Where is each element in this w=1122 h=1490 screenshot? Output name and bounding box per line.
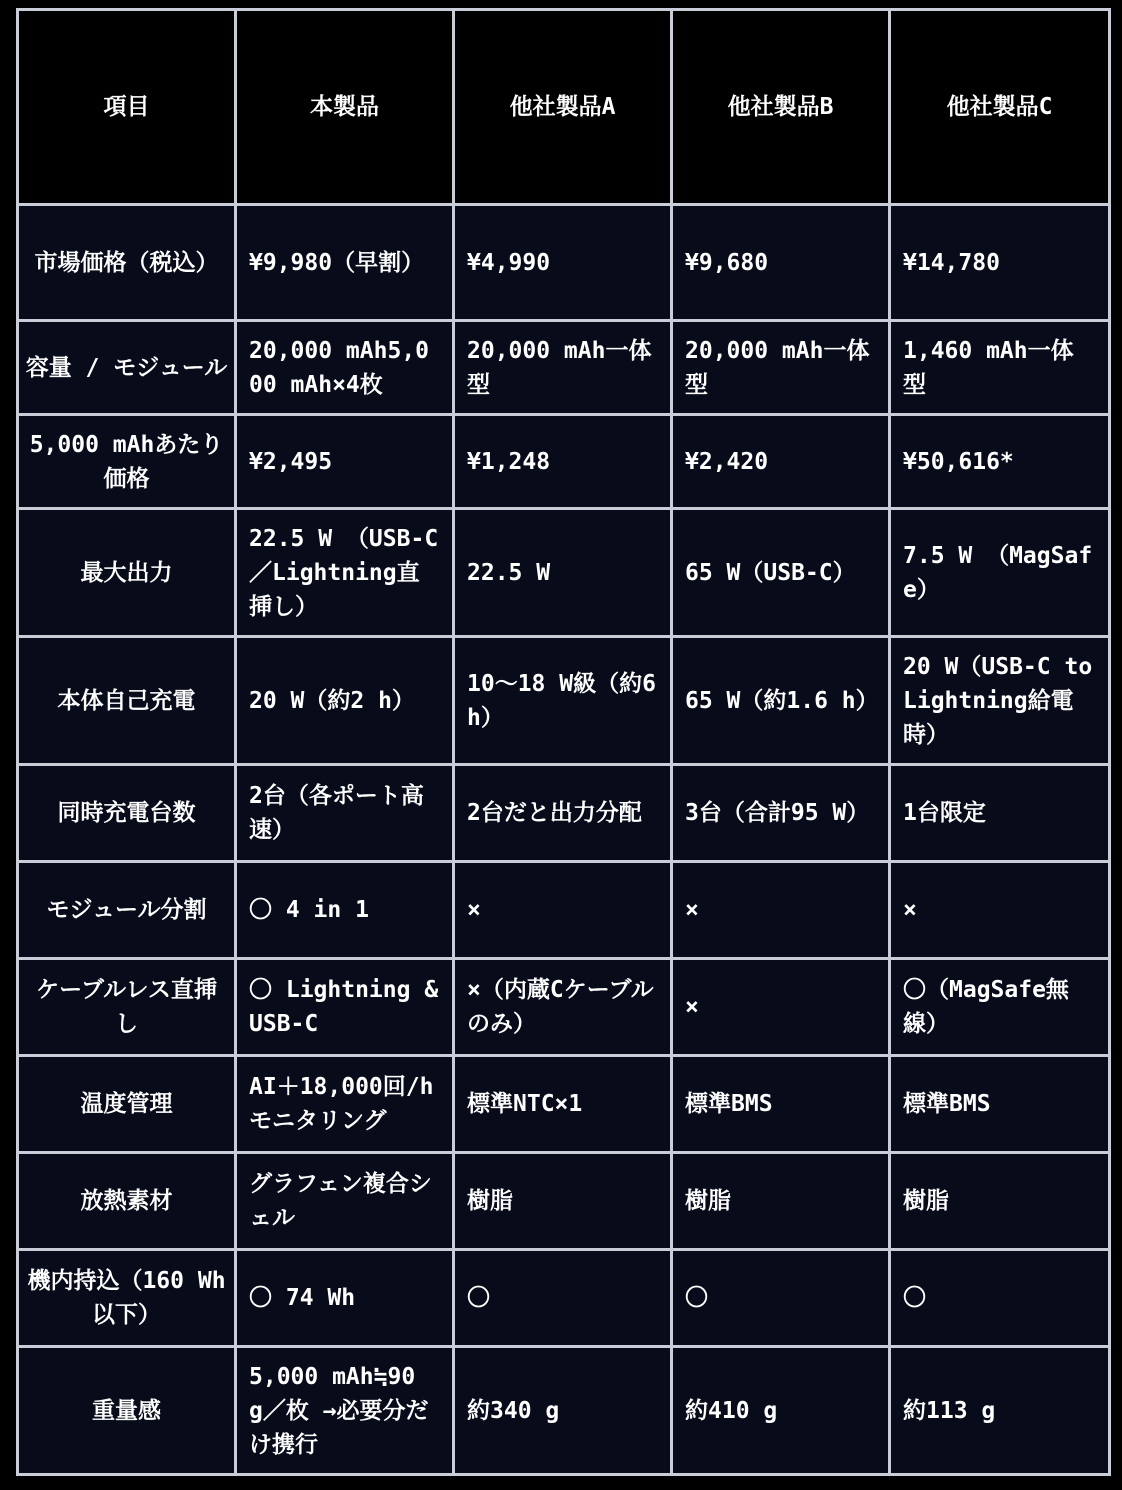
table-row: [18, 415, 1110, 509]
header-item: 項目: [18, 10, 236, 205]
cell-competitor-b: ¥9,680: [672, 205, 890, 321]
cell-competitor-b: 約410 g: [672, 1347, 890, 1475]
row-label: 5,000 mAhあたり価格: [18, 415, 236, 509]
row-label: ケーブルレス直挿し: [18, 959, 236, 1056]
cell-competitor-c: 1台限定: [890, 765, 1110, 862]
cell-competitor-b: 65 W（USB‐C）: [672, 509, 890, 637]
cell-competitor-c: 〇（MagSafe無線）: [890, 959, 1110, 1056]
header-competitor-a: 他社製品A: [454, 10, 672, 205]
cell-our-product: グラフェン複合シェル: [236, 1153, 454, 1250]
cell-our-product: 〇 74 Wh: [236, 1250, 454, 1347]
cell-competitor-a: 約340 g: [454, 1347, 672, 1475]
row-label: 温度管理: [18, 1056, 236, 1153]
cell-competitor-c: 約113 g: [890, 1347, 1110, 1475]
row-label: 市場価格（税込）: [18, 205, 236, 321]
cell-competitor-a: 10〜18 W級（約6 h）: [454, 637, 672, 765]
row-label: 重量感: [18, 1347, 236, 1475]
table-row: [18, 321, 1110, 415]
cell-competitor-b: 20,000 mAh一体型: [672, 321, 890, 415]
comparison-table: [16, 8, 1111, 1476]
comparison-table-wrapper: [16, 8, 1108, 1476]
cell-competitor-b: ×: [672, 862, 890, 959]
cell-our-product: 2台（各ポート高速）: [236, 765, 454, 862]
cell-competitor-a: 22.5 W: [454, 509, 672, 637]
cell-competitor-a: ¥4,990: [454, 205, 672, 321]
cell-competitor-c: 樹脂: [890, 1153, 1110, 1250]
table-row: [18, 1056, 1110, 1153]
cell-competitor-b: 標準BMS: [672, 1056, 890, 1153]
row-label: モジュール分割: [18, 862, 236, 959]
cell-competitor-a: 20,000 mAh一体型: [454, 321, 672, 415]
table-row: [18, 1250, 1110, 1347]
table-row: [18, 637, 1110, 765]
header-competitor-b: 他社製品B: [672, 10, 890, 205]
cell-competitor-c: 20 W（USB‐C to Lightning給電時）: [890, 637, 1110, 765]
cell-our-product: ¥9,980（早割）: [236, 205, 454, 321]
cell-competitor-c: ¥14,780: [890, 205, 1110, 321]
cell-competitor-c: ¥50,616*: [890, 415, 1110, 509]
cell-competitor-a: 樹脂: [454, 1153, 672, 1250]
header-our-product: 本製品: [236, 10, 454, 205]
cell-competitor-b: ¥2,420: [672, 415, 890, 509]
cell-our-product: 20 W（約2 h）: [236, 637, 454, 765]
cell-competitor-b: ×: [672, 959, 890, 1056]
row-label: 最大出力: [18, 509, 236, 637]
cell-competitor-b: 3台（合計95 W）: [672, 765, 890, 862]
cell-our-product: 22.5 W （USB‐C／Lightning直挿し）: [236, 509, 454, 637]
cell-competitor-b: 樹脂: [672, 1153, 890, 1250]
table-row: [18, 509, 1110, 637]
table-row: [18, 862, 1110, 959]
table-row: [18, 1347, 1110, 1475]
cell-our-product: 5,000 mAh≒90 g／枚 →必要分だけ携行: [236, 1347, 454, 1475]
cell-competitor-c: 〇: [890, 1250, 1110, 1347]
cell-competitor-b: 65 W（約1.6 h）: [672, 637, 890, 765]
cell-competitor-a: 標準NTC×1: [454, 1056, 672, 1153]
row-label: 容量 / モジュール: [18, 321, 236, 415]
header-competitor-c: 他社製品C: [890, 10, 1110, 205]
row-label: 本体自己充電: [18, 637, 236, 765]
cell-competitor-b: 〇: [672, 1250, 890, 1347]
table-row: [18, 959, 1110, 1056]
cell-our-product: 〇 4 in 1: [236, 862, 454, 959]
row-label: 同時充電台数: [18, 765, 236, 862]
table-row: [18, 1153, 1110, 1250]
cell-our-product: AI＋18,000回/h モニタリング: [236, 1056, 454, 1153]
cell-competitor-a: 2台だと出力分配: [454, 765, 672, 862]
cell-competitor-c: 標準BMS: [890, 1056, 1110, 1153]
cell-our-product: 〇 Lightning & USB‐C: [236, 959, 454, 1056]
cell-competitor-c: ×: [890, 862, 1110, 959]
row-label: 放熱素材: [18, 1153, 236, 1250]
cell-competitor-c: 1,460 mAh一体型: [890, 321, 1110, 415]
table-row: [18, 765, 1110, 862]
cell-competitor-a: ×（内蔵Cケーブルのみ）: [454, 959, 672, 1056]
cell-competitor-a: ×: [454, 862, 672, 959]
cell-competitor-a: 〇: [454, 1250, 672, 1347]
cell-competitor-c: 7.5 W （MagSafe）: [890, 509, 1110, 637]
table-row: [18, 205, 1110, 321]
cell-our-product: 20,000 mAh5,000 mAh×4枚: [236, 321, 454, 415]
cell-our-product: ¥2,495: [236, 415, 454, 509]
cell-competitor-a: ¥1,248: [454, 415, 672, 509]
row-label: 機内持込（160 Wh以下）: [18, 1250, 236, 1347]
header-row: [18, 10, 1110, 205]
